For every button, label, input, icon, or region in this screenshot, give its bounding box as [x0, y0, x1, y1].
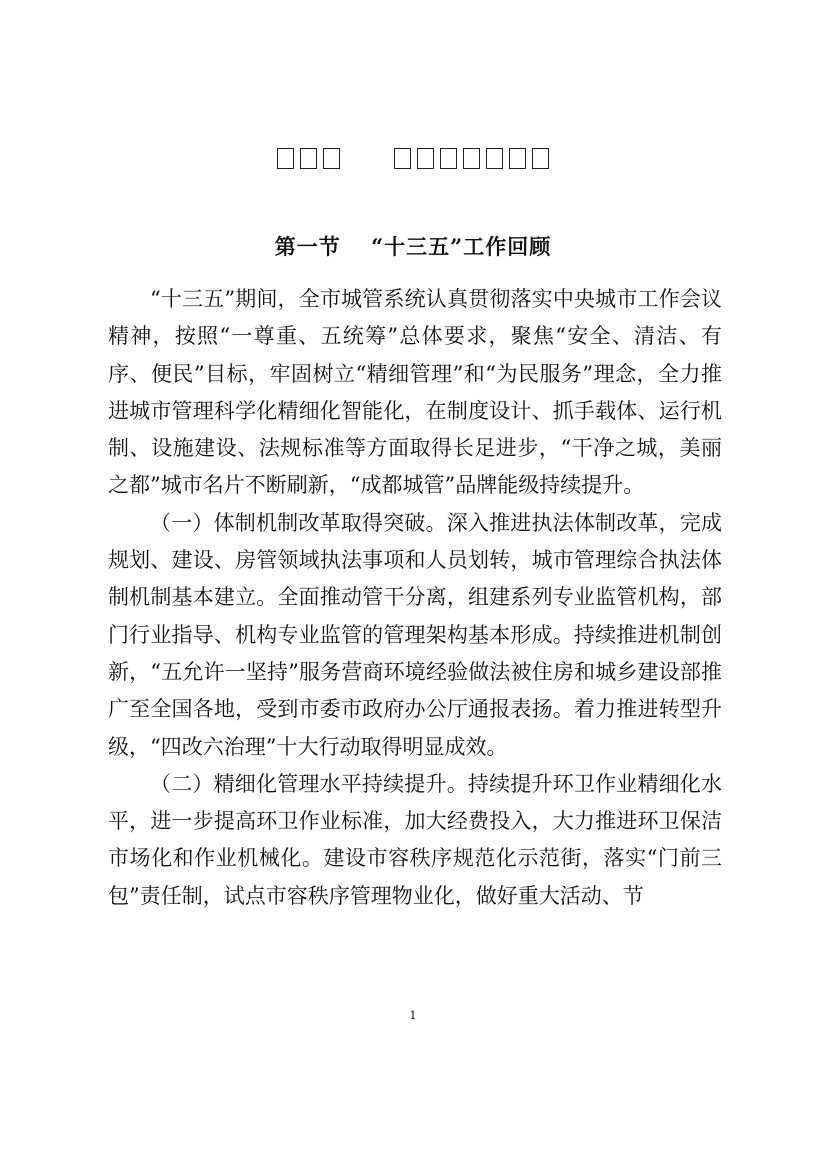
page-number: 1 — [409, 1009, 417, 1022]
chapter-glyph-box — [509, 148, 526, 169]
section-title: 第一节 “十三五”工作回顾 — [274, 234, 552, 259]
paragraph-institutional-reform: （一）体制机制改革取得突破。深入推进执法体制改革，完成规划、建设、房管领域执法事项和人员划转，城市管理综合执法体制机制基本建立。全面推动管干分离，组建系列专业监管机构，部门行业指导、机构专业监管的管理架构基本形成。持续推进机制创新，“五允许一坚持”服务营商环境经验做法被住房和城乡建设部推广至全国各地，受到市委市政府办公厅通报表扬。着力推进转型升级，“四改六治理”十大行动取得明显成效。 — [108, 510, 722, 759]
chapter-glyph-box — [463, 148, 480, 169]
chapter-title — [0, 148, 826, 169]
chapter-glyph-box — [394, 148, 411, 169]
chapter-glyph-box — [300, 148, 317, 169]
chapter-glyph-box — [417, 148, 434, 169]
body-text — [108, 281, 722, 915]
chapter-glyph-box — [532, 148, 549, 169]
chapter-glyph-box — [277, 148, 294, 169]
paragraph-refined-management: （二）精细化管理水平持续提升。持续提升环卫作业精细化水平，进一步提高环卫作业标准，加大经费投入，大力推进环卫保洁市场化和作业机械化。建设市容秩序规范化示范街，落实“门前三包”责任制，试点市容秩序管理物业化，做好重大活动、节 — [108, 771, 722, 908]
chapter-glyph-box — [323, 148, 340, 169]
paragraph-intro: “十三五”期间，全市城管系统认真贯彻落实中央城市工作会议精神，按照“一尊重、五统筹”总体要求，聚焦“安全、清洁、有序、便民”目标，牢固树立“精细管理”和“为民服务”理念，全力推进城市管理科学化精细化智能化，在制度设计、抓手载体、运行机制、设施建设、法规标准等方面取得长足进步，“干净之城，美丽之都”城市名片不断刷新，“成都城管”品牌能级持续提升。 — [108, 287, 722, 498]
chapter-glyph-box — [486, 148, 503, 169]
chapter-glyph-box — [440, 148, 457, 169]
